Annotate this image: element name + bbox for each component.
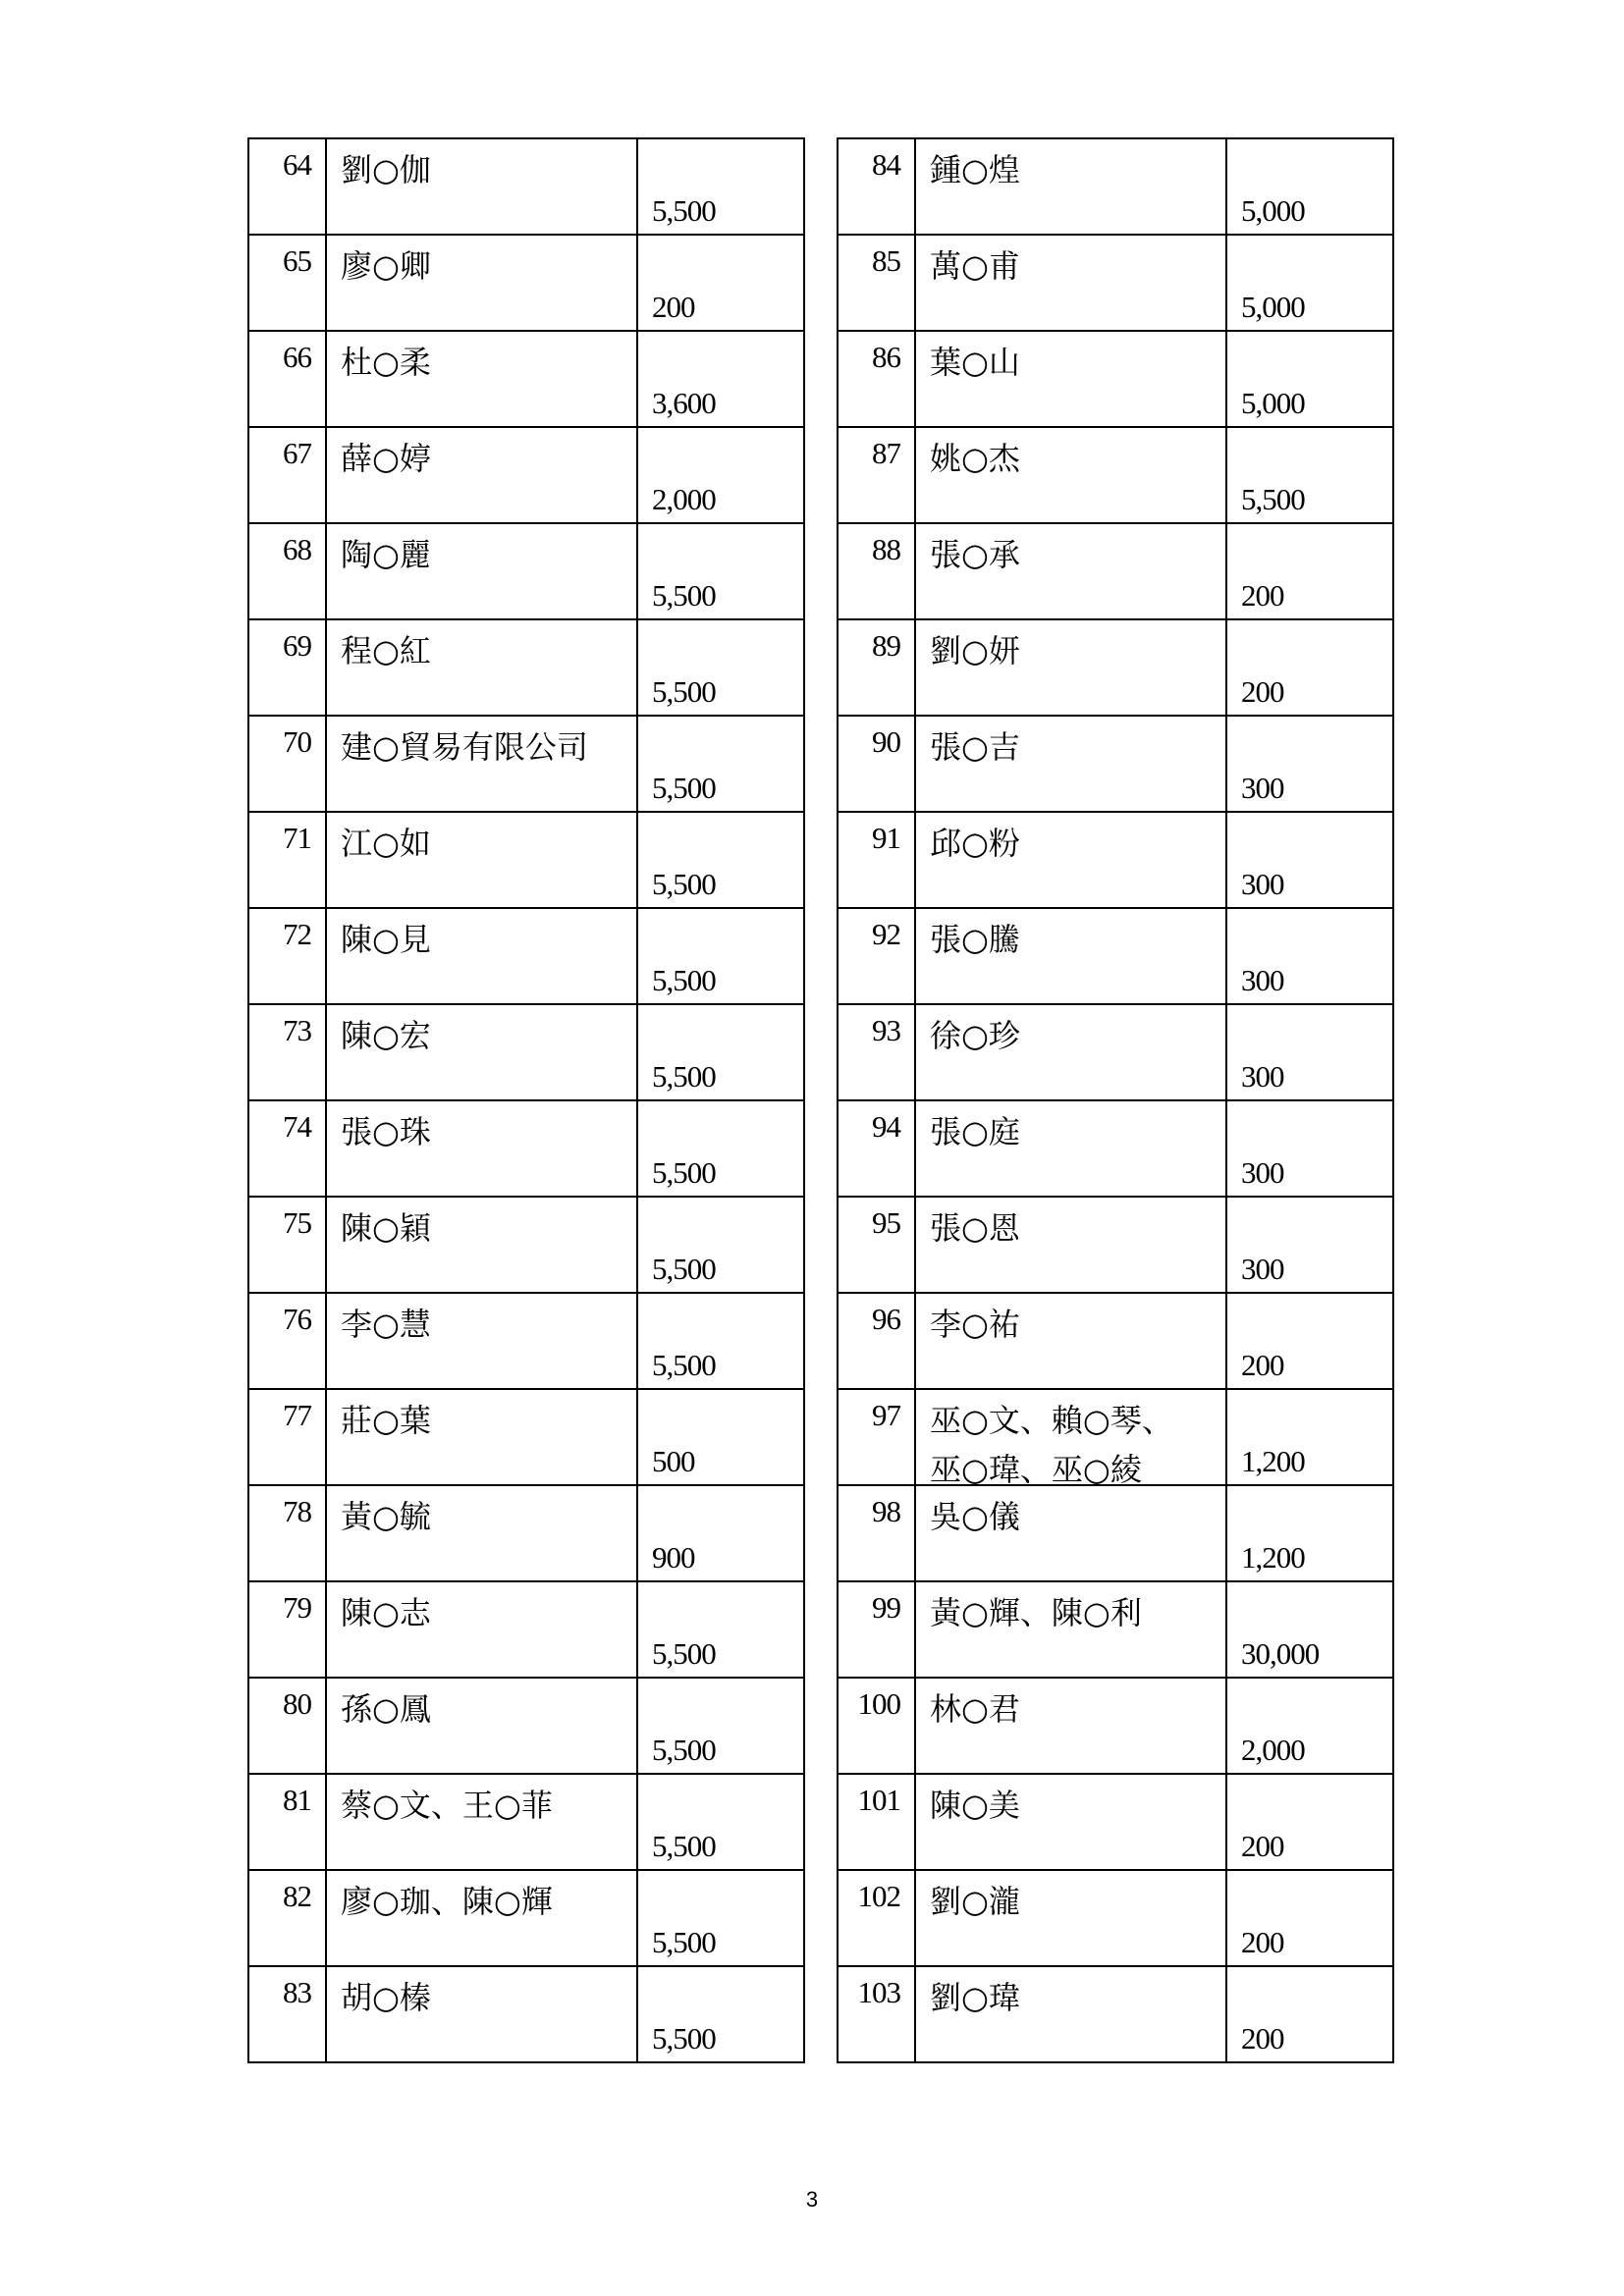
donor-name-cell bbox=[915, 908, 1226, 1004]
table-row bbox=[838, 427, 1393, 523]
donation-amount: 5,500 bbox=[652, 1252, 716, 1286]
donor-table-right bbox=[837, 137, 1394, 2063]
donor-name: 江○如 bbox=[341, 825, 431, 862]
table-row bbox=[838, 812, 1393, 908]
donor-name-cell bbox=[326, 1389, 637, 1485]
donor-number-cell bbox=[248, 619, 326, 716]
donation-amount-cell bbox=[1226, 1581, 1393, 1678]
donor-number-cell bbox=[248, 1678, 326, 1774]
donor-name: 廖○珈、陳○輝 bbox=[341, 1883, 553, 1920]
donation-amount-cell bbox=[1226, 1389, 1393, 1485]
donation-amount: 5,500 bbox=[652, 867, 716, 901]
donation-amount: 2,000 bbox=[1241, 1733, 1305, 1767]
donor-name: 陶○麗 bbox=[341, 536, 431, 573]
donor-name: 陳○宏 bbox=[341, 1017, 431, 1054]
donor-number: 103 bbox=[857, 1975, 900, 2009]
donation-amount: 200 bbox=[1241, 2021, 1284, 2056]
donor-number-cell bbox=[248, 1293, 326, 1389]
donation-amount-cell bbox=[637, 1004, 804, 1100]
donor-number-cell bbox=[838, 1100, 915, 1197]
donor-number: 91 bbox=[872, 821, 900, 855]
donor-name-cell bbox=[915, 1966, 1226, 2062]
donor-number-cell bbox=[248, 1485, 326, 1581]
donation-amount-cell bbox=[637, 331, 804, 427]
donor-number: 78 bbox=[283, 1494, 311, 1528]
donation-amount-cell bbox=[637, 1485, 804, 1581]
table-row bbox=[248, 619, 804, 716]
donor-number-cell bbox=[248, 331, 326, 427]
table-row bbox=[248, 331, 804, 427]
donor-name-cell bbox=[326, 1485, 637, 1581]
donor-number: 72 bbox=[283, 917, 311, 951]
donor-number: 88 bbox=[872, 532, 900, 566]
donor-number-cell bbox=[838, 1774, 915, 1870]
donor-name-cell bbox=[915, 1485, 1226, 1581]
donor-name: 胡○榛 bbox=[341, 1979, 431, 2016]
donor-number-cell bbox=[248, 1966, 326, 2062]
donation-amount-cell bbox=[637, 1581, 804, 1678]
table-row bbox=[248, 1485, 804, 1581]
donor-name: 巫○文、賴○琴、 巫○瑋、巫○綾 bbox=[930, 1402, 1173, 1488]
donor-name: 張○恩 bbox=[930, 1209, 1020, 1247]
donor-number-cell bbox=[248, 1389, 326, 1485]
table-row bbox=[248, 1774, 804, 1870]
donor-name-cell bbox=[326, 812, 637, 908]
donor-name: 姚○杰 bbox=[930, 440, 1020, 477]
donor-number-cell bbox=[838, 1004, 915, 1100]
donor-name-cell bbox=[326, 1004, 637, 1100]
donation-amount: 5,500 bbox=[652, 193, 716, 228]
donor-number-cell bbox=[248, 1197, 326, 1293]
donor-name-cell bbox=[326, 908, 637, 1004]
donation-amount: 2,000 bbox=[652, 482, 716, 516]
donor-name: 劉○瀧 bbox=[930, 1883, 1020, 1920]
donor-name-cell bbox=[326, 235, 637, 331]
donor-number: 65 bbox=[283, 243, 311, 278]
table-row bbox=[838, 1004, 1393, 1100]
donor-name-cell bbox=[915, 427, 1226, 523]
donor-name-cell bbox=[326, 427, 637, 523]
table-row bbox=[838, 1485, 1393, 1581]
donation-amount-cell bbox=[637, 1389, 804, 1485]
donor-table-left-body bbox=[248, 138, 804, 2062]
donor-name-cell bbox=[326, 619, 637, 716]
table-row bbox=[838, 1966, 1393, 2062]
donor-name-cell bbox=[915, 716, 1226, 812]
donor-name-cell bbox=[915, 1197, 1226, 1293]
donor-number-cell bbox=[248, 1774, 326, 1870]
donation-amount: 200 bbox=[1241, 1829, 1284, 1863]
donor-number: 85 bbox=[872, 243, 900, 278]
donor-name: 劉○瑋 bbox=[930, 1979, 1020, 2016]
table-row bbox=[248, 1100, 804, 1197]
donor-number: 101 bbox=[857, 1783, 900, 1817]
donor-number: 84 bbox=[872, 147, 900, 182]
donor-number-cell bbox=[248, 812, 326, 908]
donor-number-cell bbox=[838, 331, 915, 427]
donor-number: 100 bbox=[857, 1686, 900, 1721]
donation-amount: 5,500 bbox=[652, 963, 716, 997]
donor-name-cell bbox=[326, 1293, 637, 1389]
donor-name: 廖○卿 bbox=[341, 247, 431, 285]
donation-amount: 5,500 bbox=[652, 1733, 716, 1767]
table-row bbox=[248, 1004, 804, 1100]
donation-amount: 300 bbox=[1241, 1155, 1284, 1190]
table-row bbox=[248, 1581, 804, 1678]
donor-number: 74 bbox=[283, 1109, 311, 1144]
donor-name: 張○庭 bbox=[930, 1113, 1020, 1150]
donation-amount-cell bbox=[1226, 716, 1393, 812]
donation-amount: 300 bbox=[1241, 867, 1284, 901]
donation-amount-cell bbox=[637, 1197, 804, 1293]
table-row bbox=[838, 1581, 1393, 1678]
table-row bbox=[838, 1678, 1393, 1774]
donor-name: 葉○山 bbox=[930, 344, 1020, 381]
table-row bbox=[248, 1197, 804, 1293]
table-row bbox=[248, 1293, 804, 1389]
donor-name: 李○慧 bbox=[341, 1306, 431, 1343]
table-row bbox=[838, 619, 1393, 716]
donor-number: 67 bbox=[283, 436, 311, 470]
donor-name: 張○騰 bbox=[930, 921, 1020, 958]
donor-number-cell bbox=[838, 138, 915, 235]
donor-name-cell bbox=[915, 331, 1226, 427]
donor-number: 71 bbox=[283, 821, 311, 855]
table-row bbox=[248, 908, 804, 1004]
donor-number: 92 bbox=[872, 917, 900, 951]
page-number: 3 bbox=[805, 2187, 819, 2212]
donor-number: 73 bbox=[283, 1013, 311, 1047]
donor-number-cell bbox=[838, 1966, 915, 2062]
donation-amount-cell bbox=[1226, 331, 1393, 427]
donation-amount: 1,200 bbox=[1241, 1444, 1305, 1478]
donation-amount: 200 bbox=[652, 290, 695, 324]
donation-amount-cell bbox=[637, 908, 804, 1004]
table-row bbox=[838, 716, 1393, 812]
donation-amount: 30,000 bbox=[1241, 1636, 1320, 1671]
donation-amount: 5,500 bbox=[652, 771, 716, 805]
donation-amount: 5,500 bbox=[652, 1829, 716, 1863]
donor-name: 萬○甫 bbox=[930, 247, 1020, 285]
donation-amount-cell bbox=[1226, 619, 1393, 716]
donor-name-cell bbox=[326, 716, 637, 812]
donor-number-cell bbox=[248, 523, 326, 619]
donor-number-cell bbox=[248, 1100, 326, 1197]
donation-amount: 5,500 bbox=[652, 578, 716, 613]
donation-amount-cell bbox=[1226, 235, 1393, 331]
donor-name: 蔡○文、王○菲 bbox=[341, 1787, 553, 1824]
table-row bbox=[248, 427, 804, 523]
donor-name-cell bbox=[915, 619, 1226, 716]
donor-number: 89 bbox=[872, 628, 900, 663]
donor-number: 98 bbox=[872, 1494, 900, 1528]
donor-name: 建○貿易有限公司 bbox=[341, 728, 588, 766]
donor-name-cell bbox=[915, 523, 1226, 619]
donor-number: 86 bbox=[872, 340, 900, 374]
donor-name-cell bbox=[326, 1870, 637, 1966]
donation-amount-cell bbox=[637, 1100, 804, 1197]
donor-number: 66 bbox=[283, 340, 311, 374]
donation-amount-cell bbox=[637, 619, 804, 716]
donor-number: 83 bbox=[283, 1975, 311, 2009]
donor-number: 80 bbox=[283, 1686, 311, 1721]
donation-amount-cell bbox=[637, 427, 804, 523]
donation-amount: 5,500 bbox=[652, 1636, 716, 1671]
table-row bbox=[838, 523, 1393, 619]
table-row bbox=[838, 1389, 1393, 1485]
donor-number: 77 bbox=[283, 1398, 311, 1432]
donation-amount: 300 bbox=[1241, 771, 1284, 805]
donor-name: 徐○珍 bbox=[930, 1017, 1020, 1054]
donor-number-cell bbox=[838, 1293, 915, 1389]
donation-amount-cell bbox=[1226, 1774, 1393, 1870]
donation-amount: 5,500 bbox=[652, 1155, 716, 1190]
donor-number-cell bbox=[838, 1870, 915, 1966]
donation-amount-cell bbox=[637, 1293, 804, 1389]
donor-name-cell bbox=[915, 1774, 1226, 1870]
donor-number: 81 bbox=[283, 1783, 311, 1817]
donor-name-cell bbox=[915, 1389, 1226, 1488]
table-row bbox=[838, 138, 1393, 235]
table-row bbox=[248, 523, 804, 619]
donation-amount-cell bbox=[637, 812, 804, 908]
donor-number: 96 bbox=[872, 1302, 900, 1336]
donation-amount-cell bbox=[637, 138, 804, 235]
table-row bbox=[838, 1197, 1393, 1293]
donation-amount: 200 bbox=[1241, 674, 1284, 709]
donor-number: 95 bbox=[872, 1205, 900, 1240]
donation-amount: 5,000 bbox=[1241, 290, 1305, 324]
donation-amount-cell bbox=[1226, 1870, 1393, 1966]
table-row bbox=[838, 235, 1393, 331]
donor-number-cell bbox=[248, 908, 326, 1004]
donor-number-cell bbox=[838, 908, 915, 1004]
donation-amount: 200 bbox=[1241, 1925, 1284, 1959]
donor-name-cell bbox=[326, 1966, 637, 2062]
donation-amount-cell bbox=[637, 1774, 804, 1870]
donor-number: 82 bbox=[283, 1879, 311, 1913]
donor-name: 陳○穎 bbox=[341, 1209, 431, 1247]
donor-name-cell bbox=[326, 331, 637, 427]
table-row bbox=[248, 812, 804, 908]
donation-amount-cell bbox=[637, 1678, 804, 1774]
donor-name: 黃○毓 bbox=[341, 1498, 431, 1535]
donor-number: 97 bbox=[872, 1398, 900, 1432]
table-row bbox=[838, 1774, 1393, 1870]
donation-amount: 5,500 bbox=[1241, 482, 1305, 516]
donor-number: 70 bbox=[283, 724, 311, 759]
donation-amount: 5,500 bbox=[652, 2021, 716, 2056]
donor-number-cell bbox=[838, 1678, 915, 1774]
donation-amount: 5,500 bbox=[652, 1348, 716, 1382]
table-row bbox=[838, 1100, 1393, 1197]
donation-amount-cell bbox=[637, 1966, 804, 2062]
donor-number-cell bbox=[248, 1870, 326, 1966]
donation-amount-cell bbox=[637, 523, 804, 619]
donor-name-cell bbox=[915, 812, 1226, 908]
donor-name-cell bbox=[915, 1293, 1226, 1389]
donation-amount: 5,000 bbox=[1241, 193, 1305, 228]
donor-name: 張○承 bbox=[930, 536, 1020, 573]
donor-name: 鍾○煌 bbox=[930, 151, 1020, 188]
donor-number-cell bbox=[838, 619, 915, 716]
donor-number: 99 bbox=[872, 1590, 900, 1625]
donor-name: 程○紅 bbox=[341, 632, 431, 669]
donor-name-cell bbox=[915, 138, 1226, 235]
donor-name-cell bbox=[915, 1678, 1226, 1774]
donor-name: 杜○柔 bbox=[341, 344, 431, 381]
donation-amount-cell bbox=[1226, 427, 1393, 523]
donation-amount-cell bbox=[1226, 1100, 1393, 1197]
donor-name: 張○吉 bbox=[930, 728, 1020, 766]
donor-table-right-body bbox=[838, 138, 1393, 2062]
donor-name-cell bbox=[326, 523, 637, 619]
donation-amount-cell bbox=[1226, 812, 1393, 908]
donation-amount: 1,200 bbox=[1241, 1540, 1305, 1575]
donation-amount-cell bbox=[1226, 1678, 1393, 1774]
donation-amount-cell bbox=[1226, 523, 1393, 619]
donor-number: 102 bbox=[857, 1879, 900, 1913]
donation-amount-cell bbox=[637, 235, 804, 331]
donor-number-cell bbox=[248, 427, 326, 523]
donor-name-cell bbox=[326, 1581, 637, 1678]
donation-amount: 5,500 bbox=[652, 1059, 716, 1094]
donor-number-cell bbox=[248, 138, 326, 235]
donation-amount-cell bbox=[1226, 1485, 1393, 1581]
donor-number: 68 bbox=[283, 532, 311, 566]
table-row bbox=[248, 716, 804, 812]
donor-name: 林○君 bbox=[930, 1690, 1020, 1728]
donation-amount: 300 bbox=[1241, 1059, 1284, 1094]
donor-name: 陳○美 bbox=[930, 1787, 1020, 1824]
donor-table-left bbox=[247, 137, 805, 2063]
table-row bbox=[248, 1389, 804, 1485]
donor-number-cell bbox=[838, 523, 915, 619]
donation-amount-cell bbox=[637, 716, 804, 812]
donation-amount-cell bbox=[1226, 138, 1393, 235]
donation-amount-cell bbox=[1226, 1293, 1393, 1389]
donor-number-cell bbox=[838, 1197, 915, 1293]
donor-number-cell bbox=[248, 716, 326, 812]
table-row bbox=[248, 138, 804, 235]
donor-number: 76 bbox=[283, 1302, 311, 1336]
donor-number-cell bbox=[838, 427, 915, 523]
donor-number-cell bbox=[838, 812, 915, 908]
donor-number-cell bbox=[838, 716, 915, 812]
donor-number-cell bbox=[838, 235, 915, 331]
donor-name: 邱○粉 bbox=[930, 825, 1020, 862]
donation-amount: 200 bbox=[1241, 1348, 1284, 1382]
donor-number: 90 bbox=[872, 724, 900, 759]
table-row bbox=[248, 1870, 804, 1966]
donor-name-cell bbox=[326, 1678, 637, 1774]
donation-amount: 300 bbox=[1241, 1252, 1284, 1286]
donation-amount-cell bbox=[1226, 1004, 1393, 1100]
donor-number: 64 bbox=[283, 147, 311, 182]
donation-amount: 5,500 bbox=[652, 674, 716, 709]
donor-name-cell bbox=[326, 138, 637, 235]
donor-number: 87 bbox=[872, 436, 900, 470]
donor-number-cell bbox=[838, 1485, 915, 1581]
donor-name: 李○祐 bbox=[930, 1306, 1020, 1343]
donor-number: 79 bbox=[283, 1590, 311, 1625]
donor-name: 陳○見 bbox=[341, 921, 431, 958]
donation-amount: 300 bbox=[1241, 963, 1284, 997]
table-row bbox=[838, 1870, 1393, 1966]
donor-number-cell bbox=[248, 1004, 326, 1100]
donation-amount: 3,600 bbox=[652, 386, 716, 420]
donation-amount-cell bbox=[1226, 1197, 1393, 1293]
donor-name-cell bbox=[915, 1004, 1226, 1100]
donor-number-cell bbox=[838, 1389, 915, 1485]
donation-amount: 5,500 bbox=[652, 1925, 716, 1959]
table-row bbox=[248, 235, 804, 331]
donor-name: 吳○儀 bbox=[930, 1498, 1020, 1535]
donation-amount: 200 bbox=[1241, 578, 1284, 613]
donor-name-cell bbox=[915, 1100, 1226, 1197]
donor-name: 劉○妍 bbox=[930, 632, 1020, 669]
table-row bbox=[838, 908, 1393, 1004]
donor-number: 69 bbox=[283, 628, 311, 663]
donor-name-cell bbox=[326, 1100, 637, 1197]
donor-number: 93 bbox=[872, 1013, 900, 1047]
table-row bbox=[838, 331, 1393, 427]
donor-name: 張○珠 bbox=[341, 1113, 431, 1150]
donor-number: 75 bbox=[283, 1205, 311, 1240]
donor-number-cell bbox=[248, 1581, 326, 1678]
table-row bbox=[838, 1293, 1393, 1389]
donor-number-cell bbox=[838, 1581, 915, 1678]
donor-name-cell bbox=[326, 1774, 637, 1870]
donor-number-cell bbox=[248, 235, 326, 331]
donor-name: 劉○伽 bbox=[341, 151, 431, 188]
donor-name: 黃○輝、陳○利 bbox=[930, 1594, 1142, 1631]
table-row bbox=[248, 1678, 804, 1774]
donor-name-cell bbox=[915, 1581, 1226, 1678]
donation-amount: 5,000 bbox=[1241, 386, 1305, 420]
donor-name-cell bbox=[915, 235, 1226, 331]
donor-name: 薛○婷 bbox=[341, 440, 431, 477]
donation-amount-cell bbox=[1226, 908, 1393, 1004]
donation-amount-cell bbox=[1226, 1966, 1393, 2062]
donor-name: 陳○志 bbox=[341, 1594, 431, 1631]
donor-name-cell bbox=[326, 1197, 637, 1293]
donor-name: 莊○葉 bbox=[341, 1402, 431, 1439]
donation-amount: 500 bbox=[652, 1444, 695, 1478]
donor-number: 94 bbox=[872, 1109, 900, 1144]
donor-name: 孫○鳳 bbox=[341, 1690, 431, 1728]
donor-name-cell bbox=[915, 1870, 1226, 1966]
donation-amount-cell bbox=[637, 1870, 804, 1966]
table-row bbox=[248, 1966, 804, 2062]
donation-amount: 900 bbox=[652, 1540, 695, 1575]
